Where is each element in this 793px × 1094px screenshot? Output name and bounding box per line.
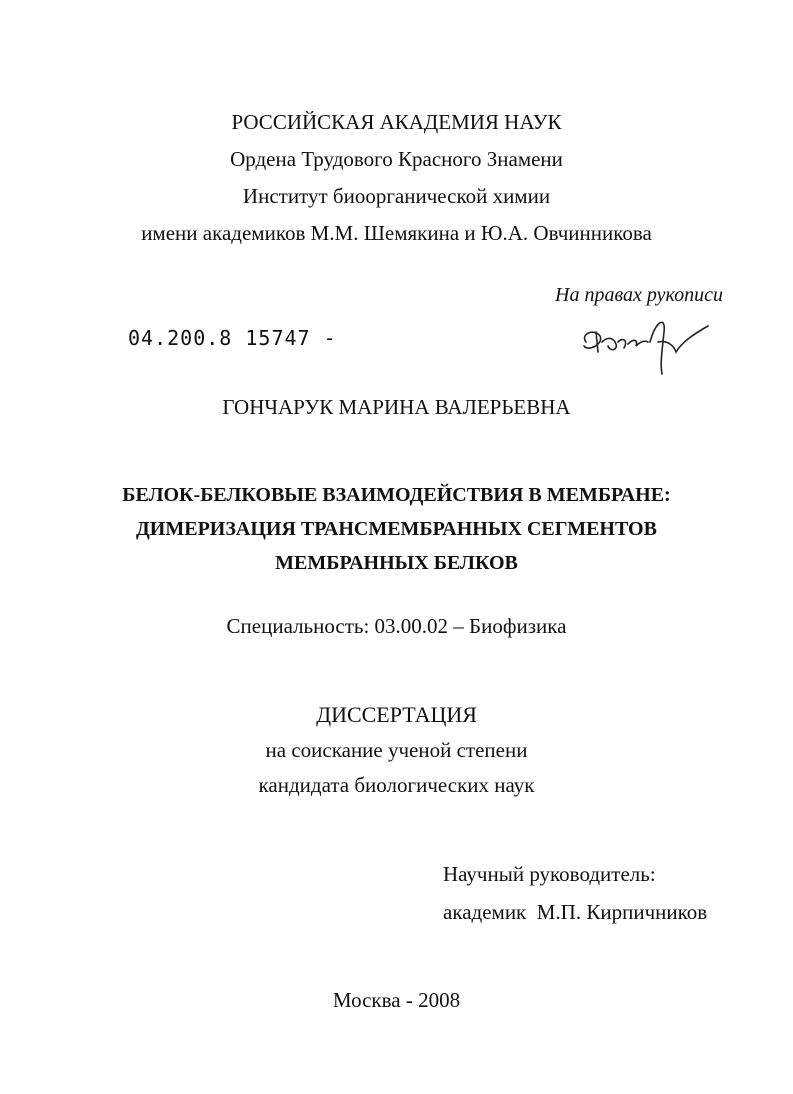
place-year: Москва - 2008 — [332, 988, 461, 1012]
title-line-1: БЕЛОК-БЕЛКОВЫЕ ВЗАИМОДЕЙСТВИЯ В МЕМБРАНЕ: — [122, 484, 671, 506]
degree-name: кандидата биологических наук — [258, 773, 535, 797]
institute-name: Институт биоорганической химии — [242, 184, 551, 208]
order-name: Ордена Трудового Красного Знамени — [230, 147, 563, 171]
title-line-3: МЕМБРАННЫХ БЕЛКОВ — [275, 552, 518, 574]
supervisor-label: Научный руководитель: — [443, 862, 656, 886]
academy-name: РОССИЙСКАЯ АКАДЕМИЯ НАУК — [231, 110, 562, 134]
supervisor-name: академик М.П. Кирпичников — [443, 900, 708, 924]
work-type: ДИССЕРТАЦИЯ — [316, 702, 477, 727]
specialty: Специальность: 03.00.02 – Биофизика — [226, 614, 567, 638]
title-line-2: ДИМЕРИЗАЦИЯ ТРАНСМЕМБРАННЫХ СЕГМЕНТОВ — [136, 518, 657, 540]
institute-named-after: имени академиков М.М. Шемякина и Ю.А. Овчинникова — [141, 221, 652, 245]
rights-note: На правах рукописи — [555, 284, 723, 306]
stamp-number: 04.200.8 15747 - — [128, 326, 337, 350]
author-name: ГОНЧАРУК МАРИНА ВАЛЕРЬЕВНА — [222, 395, 571, 419]
degree-purpose: на соискание ученой степени — [265, 738, 528, 762]
signature-icon — [578, 312, 718, 382]
